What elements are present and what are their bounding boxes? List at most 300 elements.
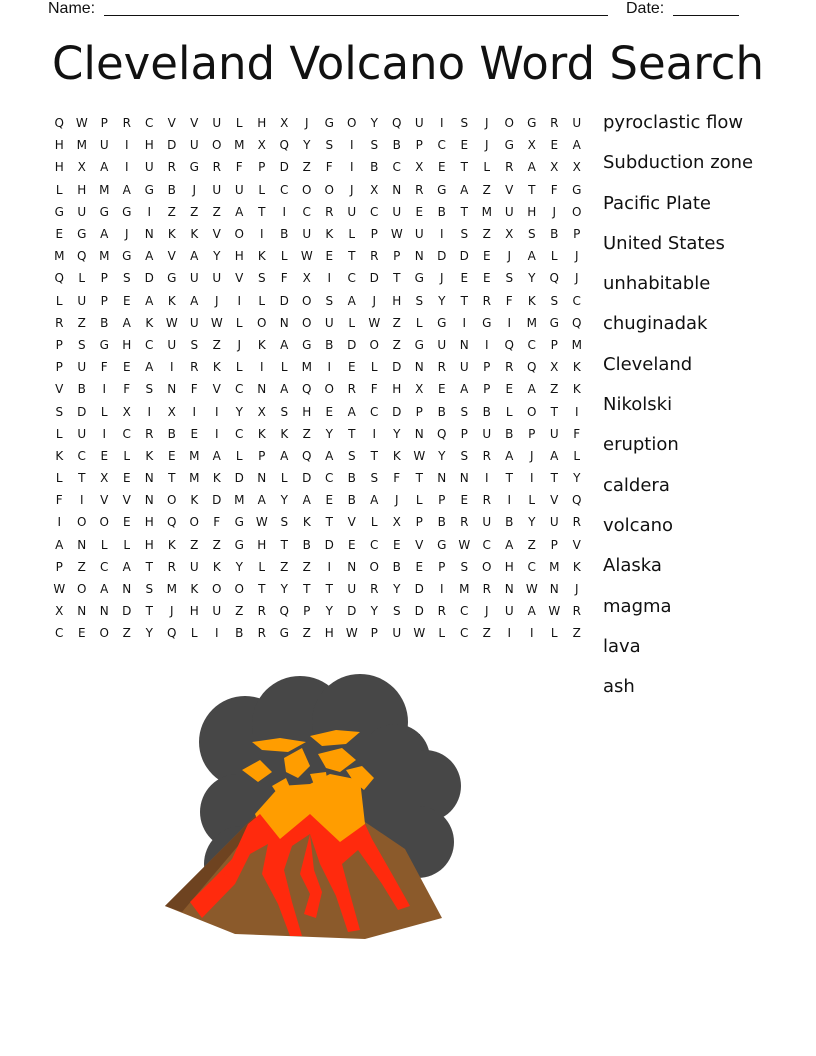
grid-letter[interactable]: Y — [528, 271, 536, 286]
grid-letter[interactable]: W — [345, 626, 358, 641]
grid-letter[interactable]: E — [415, 204, 424, 219]
grid-letter[interactable]: L — [78, 271, 86, 286]
grid-letter[interactable]: B — [437, 204, 446, 219]
grid-letter[interactable]: W — [368, 315, 381, 330]
grid-letter[interactable]: U — [302, 227, 312, 242]
grid-letter[interactable]: C — [460, 626, 469, 641]
grid-letter[interactable]: G — [549, 315, 559, 330]
grid-letter[interactable]: R — [482, 493, 491, 508]
grid-letter[interactable]: A — [100, 582, 109, 597]
grid-letter[interactable]: G — [99, 204, 109, 219]
grid-letter[interactable]: E — [460, 138, 469, 153]
grid-letter[interactable]: D — [234, 471, 244, 486]
grid-letter[interactable]: W — [53, 582, 66, 597]
grid-letter[interactable]: D — [369, 271, 379, 286]
grid-letter[interactable]: V — [212, 382, 221, 397]
grid-letter[interactable]: L — [528, 493, 536, 508]
grid-letter[interactable]: T — [348, 426, 356, 441]
grid-letter[interactable]: C — [145, 337, 154, 352]
grid-letter[interactable]: D — [347, 337, 357, 352]
grid-letter[interactable]: H — [234, 249, 244, 264]
grid-letter[interactable]: C — [122, 426, 131, 441]
grid-letter[interactable]: T — [258, 582, 266, 597]
grid-letter[interactable]: N — [144, 493, 154, 508]
grid-letter[interactable]: C — [235, 426, 244, 441]
grid-letter[interactable]: J — [304, 116, 309, 131]
grid-letter[interactable]: S — [415, 293, 424, 308]
grid-letter[interactable]: V — [167, 116, 176, 131]
grid-letter[interactable]: D — [212, 493, 222, 508]
grid-letter[interactable]: A — [235, 204, 244, 219]
grid-letter[interactable]: A — [145, 249, 154, 264]
grid-letter[interactable]: I — [237, 293, 242, 308]
grid-letter[interactable]: Q — [302, 382, 312, 397]
grid-letter[interactable]: P — [55, 337, 63, 352]
grid-letter[interactable]: I — [529, 626, 534, 641]
grid-letter[interactable]: I — [349, 160, 354, 175]
grid-letter[interactable]: A — [325, 448, 334, 463]
grid-letter[interactable]: Q — [572, 493, 582, 508]
grid-letter[interactable]: T — [550, 471, 558, 486]
grid-letter[interactable]: R — [550, 116, 559, 131]
grid-letter[interactable]: I — [79, 493, 84, 508]
grid-letter[interactable]: A — [460, 382, 469, 397]
grid-letter[interactable]: L — [235, 448, 243, 463]
grid-letter[interactable]: M — [99, 249, 110, 264]
grid-letter[interactable]: N — [99, 604, 109, 619]
grid-letter[interactable]: P — [483, 360, 491, 375]
grid-letter[interactable]: S — [325, 293, 334, 308]
grid-letter[interactable]: S — [122, 271, 131, 286]
grid-letter[interactable]: O — [302, 315, 312, 330]
grid-letter[interactable]: V — [122, 493, 131, 508]
grid-letter[interactable]: Y — [145, 626, 153, 641]
grid-letter[interactable]: U — [99, 138, 109, 153]
grid-letter[interactable]: G — [504, 138, 514, 153]
grid-letter[interactable]: N — [549, 582, 559, 597]
grid-letter[interactable]: C — [482, 537, 491, 552]
grid-letter[interactable]: O — [212, 582, 222, 597]
grid-letter[interactable]: C — [302, 204, 311, 219]
grid-letter[interactable]: C — [370, 204, 379, 219]
grid-letter[interactable]: I — [169, 360, 174, 375]
grid-letter[interactable]: Y — [528, 515, 536, 530]
grid-letter[interactable]: G — [99, 337, 109, 352]
grid-letter[interactable]: S — [550, 293, 559, 308]
grid-letter[interactable]: U — [167, 337, 177, 352]
grid-letter[interactable]: M — [526, 315, 537, 330]
grid-letter[interactable]: E — [325, 249, 334, 264]
grid-letter[interactable]: A — [145, 293, 154, 308]
grid-letter[interactable]: E — [77, 626, 86, 641]
grid-letter[interactable]: D — [77, 404, 87, 419]
grid-letter[interactable]: Z — [190, 537, 199, 552]
grid-letter[interactable]: S — [460, 559, 469, 574]
grid-letter[interactable]: B — [167, 426, 176, 441]
grid-letter[interactable]: N — [459, 337, 469, 352]
grid-letter[interactable]: L — [55, 471, 63, 486]
grid-letter[interactable]: M — [571, 337, 582, 352]
grid-letter[interactable]: X — [77, 160, 86, 175]
grid-letter[interactable]: S — [347, 448, 356, 463]
grid-letter[interactable]: T — [370, 448, 378, 463]
grid-letter[interactable]: U — [414, 227, 424, 242]
grid-letter[interactable]: L — [550, 626, 558, 641]
grid-letter[interactable]: J — [124, 227, 129, 242]
grid-letter[interactable]: E — [167, 448, 176, 463]
grid-letter[interactable]: R — [437, 604, 446, 619]
grid-letter[interactable]: S — [460, 448, 469, 463]
grid-letter[interactable]: Y — [438, 448, 446, 463]
grid-letter[interactable]: A — [280, 382, 289, 397]
grid-letter[interactable]: U — [234, 182, 244, 197]
grid-letter[interactable]: E — [100, 448, 109, 463]
grid-letter[interactable]: B — [437, 404, 446, 419]
grid-letter[interactable]: E — [437, 382, 446, 397]
grid-letter[interactable]: O — [504, 116, 514, 131]
grid-letter[interactable]: U — [347, 582, 357, 597]
grid-letter[interactable]: U — [347, 204, 357, 219]
grid-letter[interactable]: Q — [572, 315, 582, 330]
grid-letter[interactable]: X — [100, 471, 109, 486]
grid-letter[interactable]: S — [190, 337, 199, 352]
grid-letter[interactable]: Z — [235, 604, 244, 619]
grid-letter[interactable]: O — [369, 559, 379, 574]
grid-letter[interactable]: K — [167, 537, 176, 552]
grid-letter[interactable]: L — [123, 448, 131, 463]
grid-letter[interactable]: I — [124, 138, 129, 153]
grid-letter[interactable]: P — [573, 227, 581, 242]
grid-letter[interactable]: I — [259, 360, 264, 375]
grid-letter[interactable]: P — [370, 227, 378, 242]
grid-letter[interactable]: O — [482, 559, 492, 574]
grid-letter[interactable]: K — [527, 293, 536, 308]
grid-letter[interactable]: D — [167, 138, 177, 153]
grid-letter[interactable]: A — [527, 249, 536, 264]
grid-letter[interactable]: C — [325, 471, 334, 486]
grid-letter[interactable]: Z — [527, 537, 536, 552]
grid-letter[interactable]: W — [255, 515, 268, 530]
grid-letter[interactable]: J — [507, 249, 512, 264]
grid-letter[interactable]: F — [55, 493, 63, 508]
grid-letter[interactable]: I — [484, 337, 489, 352]
grid-letter[interactable]: B — [325, 337, 334, 352]
grid-letter[interactable]: T — [393, 271, 401, 286]
grid-letter[interactable]: L — [235, 360, 243, 375]
grid-letter[interactable]: D — [144, 271, 154, 286]
grid-letter[interactable]: L — [415, 493, 423, 508]
grid-letter[interactable]: M — [459, 582, 470, 597]
name-field[interactable] — [104, 15, 608, 16]
grid-letter[interactable]: C — [55, 626, 64, 641]
grid-letter[interactable]: Y — [438, 293, 446, 308]
grid-letter[interactable]: P — [100, 116, 108, 131]
grid-letter[interactable]: D — [279, 160, 289, 175]
grid-letter[interactable]: J — [214, 293, 219, 308]
grid-letter[interactable]: O — [369, 337, 379, 352]
grid-letter[interactable]: O — [572, 204, 582, 219]
grid-letter[interactable]: M — [54, 249, 65, 264]
grid-letter[interactable]: K — [212, 559, 221, 574]
grid-letter[interactable]: P — [55, 360, 63, 375]
grid-letter[interactable]: Z — [167, 204, 176, 219]
grid-letter[interactable]: D — [324, 537, 334, 552]
grid-letter[interactable]: Y — [393, 426, 401, 441]
grid-letter[interactable]: E — [415, 559, 424, 574]
grid-letter[interactable]: F — [393, 471, 401, 486]
grid-letter[interactable]: H — [144, 138, 154, 153]
grid-letter[interactable]: V — [550, 493, 559, 508]
grid-letter[interactable]: M — [99, 182, 110, 197]
grid-letter[interactable]: U — [144, 160, 154, 175]
grid-letter[interactable]: U — [77, 204, 87, 219]
grid-letter[interactable]: B — [100, 315, 109, 330]
grid-letter[interactable]: Q — [167, 515, 177, 530]
grid-letter[interactable]: Q — [279, 604, 289, 619]
grid-letter[interactable]: O — [257, 315, 267, 330]
grid-letter[interactable]: M — [189, 471, 200, 486]
grid-letter[interactable]: G — [482, 315, 492, 330]
grid-letter[interactable]: X — [572, 160, 581, 175]
grid-letter[interactable]: S — [145, 582, 154, 597]
grid-letter[interactable]: C — [77, 448, 86, 463]
grid-letter[interactable]: F — [190, 382, 198, 397]
grid-letter[interactable]: Z — [302, 559, 311, 574]
grid-letter[interactable]: O — [324, 182, 334, 197]
grid-letter[interactable]: I — [102, 426, 107, 441]
grid-letter[interactable]: Q — [54, 116, 64, 131]
grid-letter[interactable]: L — [438, 626, 446, 641]
grid-letter[interactable]: H — [54, 160, 64, 175]
grid-letter[interactable]: S — [392, 604, 401, 619]
grid-letter[interactable]: L — [123, 537, 131, 552]
grid-letter[interactable]: O — [302, 293, 312, 308]
grid-letter[interactable]: G — [234, 537, 244, 552]
grid-letter[interactable]: F — [235, 160, 243, 175]
grid-letter[interactable]: I — [507, 626, 512, 641]
grid-letter[interactable]: R — [572, 604, 581, 619]
grid-letter[interactable]: U — [482, 515, 492, 530]
grid-letter[interactable]: N — [77, 604, 87, 619]
grid-letter[interactable]: S — [280, 515, 289, 530]
grid-letter[interactable]: W — [300, 249, 313, 264]
grid-letter[interactable]: G — [189, 160, 199, 175]
grid-letter[interactable]: G — [414, 271, 424, 286]
grid-letter[interactable]: E — [347, 360, 356, 375]
grid-letter[interactable]: A — [122, 559, 131, 574]
grid-letter[interactable]: D — [414, 604, 424, 619]
grid-letter[interactable]: Y — [325, 426, 333, 441]
grid-letter[interactable]: L — [100, 404, 108, 419]
grid-letter[interactable]: K — [167, 293, 176, 308]
grid-letter[interactable]: G — [324, 116, 334, 131]
grid-letter[interactable]: C — [370, 404, 379, 419]
grid-letter[interactable]: A — [100, 227, 109, 242]
grid-letter[interactable]: I — [484, 471, 489, 486]
grid-letter[interactable]: V — [415, 537, 424, 552]
grid-letter[interactable]: T — [325, 582, 333, 597]
grid-letter[interactable]: F — [123, 382, 131, 397]
grid-letter[interactable]: B — [77, 382, 86, 397]
grid-letter[interactable]: N — [144, 227, 154, 242]
grid-letter[interactable]: X — [550, 360, 559, 375]
grid-letter[interactable]: B — [167, 182, 176, 197]
grid-letter[interactable]: S — [527, 227, 536, 242]
grid-letter[interactable]: G — [279, 626, 289, 641]
grid-letter[interactable]: U — [212, 116, 222, 131]
grid-letter[interactable]: N — [77, 537, 87, 552]
grid-letter[interactable]: D — [392, 360, 402, 375]
grid-letter[interactable]: I — [507, 315, 512, 330]
grid-letter[interactable]: I — [529, 471, 534, 486]
grid-letter[interactable]: J — [372, 293, 377, 308]
grid-letter[interactable]: S — [77, 337, 86, 352]
grid-letter[interactable]: Z — [302, 160, 311, 175]
grid-letter[interactable]: U — [549, 426, 559, 441]
grid-letter[interactable]: M — [234, 493, 245, 508]
grid-letter[interactable]: R — [505, 160, 514, 175]
grid-letter[interactable]: F — [325, 160, 333, 175]
grid-letter[interactable]: H — [257, 537, 267, 552]
grid-letter[interactable]: Z — [392, 337, 401, 352]
grid-letter[interactable]: Q — [302, 448, 312, 463]
grid-letter[interactable]: L — [280, 249, 288, 264]
grid-letter[interactable]: N — [414, 426, 424, 441]
grid-letter[interactable]: I — [57, 515, 62, 530]
grid-letter[interactable]: D — [392, 404, 402, 419]
grid-letter[interactable]: J — [394, 493, 399, 508]
grid-letter[interactable]: G — [527, 116, 537, 131]
grid-letter[interactable]: N — [459, 471, 469, 486]
grid-letter[interactable]: E — [392, 537, 401, 552]
grid-letter[interactable]: Q — [504, 337, 514, 352]
grid-letter[interactable]: A — [122, 315, 131, 330]
grid-letter[interactable]: U — [77, 426, 87, 441]
grid-letter[interactable]: I — [507, 493, 512, 508]
grid-letter[interactable]: N — [279, 315, 289, 330]
grid-letter[interactable]: I — [147, 404, 152, 419]
grid-letter[interactable]: A — [460, 182, 469, 197]
grid-letter[interactable]: Q — [392, 116, 402, 131]
grid-letter[interactable]: E — [325, 493, 334, 508]
grid-letter[interactable]: T — [168, 471, 176, 486]
grid-letter[interactable]: E — [460, 493, 469, 508]
grid-letter[interactable]: P — [415, 138, 423, 153]
grid-letter[interactable]: P — [438, 493, 446, 508]
grid-letter[interactable]: Y — [573, 471, 581, 486]
grid-letter[interactable]: R — [190, 360, 199, 375]
grid-letter[interactable]: B — [347, 471, 356, 486]
grid-letter[interactable]: S — [460, 227, 469, 242]
grid-letter[interactable]: D — [437, 249, 447, 264]
grid-letter[interactable]: G — [572, 182, 582, 197]
grid-letter[interactable]: E — [122, 515, 131, 530]
grid-letter[interactable]: K — [212, 360, 221, 375]
grid-letter[interactable]: I — [349, 138, 354, 153]
grid-letter[interactable]: R — [55, 315, 64, 330]
grid-letter[interactable]: S — [280, 404, 289, 419]
grid-letter[interactable]: E — [505, 382, 514, 397]
grid-letter[interactable]: I — [214, 426, 219, 441]
grid-letter[interactable]: W — [525, 582, 538, 597]
grid-letter[interactable]: A — [257, 493, 266, 508]
grid-letter[interactable]: V — [55, 382, 64, 397]
grid-letter[interactable]: M — [549, 559, 560, 574]
grid-letter[interactable]: Z — [482, 626, 491, 641]
grid-letter[interactable]: N — [414, 360, 424, 375]
grid-letter[interactable]: L — [370, 360, 378, 375]
grid-letter[interactable]: Z — [212, 204, 221, 219]
grid-letter[interactable]: U — [77, 360, 87, 375]
grid-letter[interactable]: S — [370, 471, 379, 486]
grid-letter[interactable]: R — [437, 360, 446, 375]
grid-letter[interactable]: I — [372, 426, 377, 441]
grid-letter[interactable]: D — [302, 471, 312, 486]
grid-letter[interactable]: T — [505, 471, 513, 486]
grid-letter[interactable]: U — [212, 604, 222, 619]
grid-letter[interactable]: A — [370, 493, 379, 508]
grid-letter[interactable]: T — [550, 404, 558, 419]
grid-letter[interactable]: P — [550, 337, 558, 352]
grid-letter[interactable]: F — [370, 382, 378, 397]
grid-letter[interactable]: A — [347, 293, 356, 308]
grid-letter[interactable]: H — [527, 204, 537, 219]
grid-letter[interactable]: E — [122, 471, 131, 486]
grid-letter[interactable]: G — [234, 515, 244, 530]
grid-letter[interactable]: V — [572, 537, 581, 552]
grid-letter[interactable]: X — [415, 160, 424, 175]
grid-letter[interactable]: L — [415, 315, 423, 330]
grid-letter[interactable]: X — [527, 138, 536, 153]
grid-letter[interactable]: Q — [527, 360, 537, 375]
grid-letter[interactable]: T — [258, 204, 266, 219]
grid-letter[interactable]: M — [234, 138, 245, 153]
grid-letter[interactable]: K — [190, 227, 199, 242]
grid-letter[interactable]: D — [459, 249, 469, 264]
grid-letter[interactable]: V — [167, 249, 176, 264]
grid-letter[interactable]: X — [167, 404, 176, 419]
grid-letter[interactable]: B — [235, 626, 244, 641]
grid-letter[interactable]: K — [572, 382, 581, 397]
grid-letter[interactable]: K — [280, 426, 289, 441]
grid-letter[interactable]: Y — [325, 604, 333, 619]
grid-letter[interactable]: W — [413, 626, 426, 641]
grid-letter[interactable]: U — [549, 515, 559, 530]
grid-letter[interactable]: W — [390, 227, 403, 242]
grid-letter[interactable]: K — [257, 249, 266, 264]
grid-letter[interactable]: Y — [235, 404, 243, 419]
grid-letter[interactable]: I — [439, 582, 444, 597]
grid-letter[interactable]: E — [482, 271, 491, 286]
grid-letter[interactable]: R — [572, 515, 581, 530]
grid-letter[interactable]: V — [190, 116, 199, 131]
grid-letter[interactable]: H — [54, 138, 64, 153]
grid-letter[interactable]: L — [190, 626, 198, 641]
grid-letter[interactable]: P — [415, 515, 423, 530]
grid-letter[interactable]: D — [122, 604, 132, 619]
grid-letter[interactable]: X — [257, 404, 266, 419]
grid-letter[interactable]: J — [192, 182, 197, 197]
grid-letter[interactable]: L — [258, 559, 266, 574]
grid-letter[interactable]: W — [210, 315, 223, 330]
grid-letter[interactable]: Y — [303, 138, 311, 153]
grid-letter[interactable]: A — [347, 404, 356, 419]
grid-letter[interactable]: I — [214, 404, 219, 419]
grid-letter[interactable]: O — [234, 227, 244, 242]
grid-letter[interactable]: A — [190, 293, 199, 308]
grid-letter[interactable]: Y — [235, 559, 243, 574]
grid-letter[interactable]: V — [100, 493, 109, 508]
